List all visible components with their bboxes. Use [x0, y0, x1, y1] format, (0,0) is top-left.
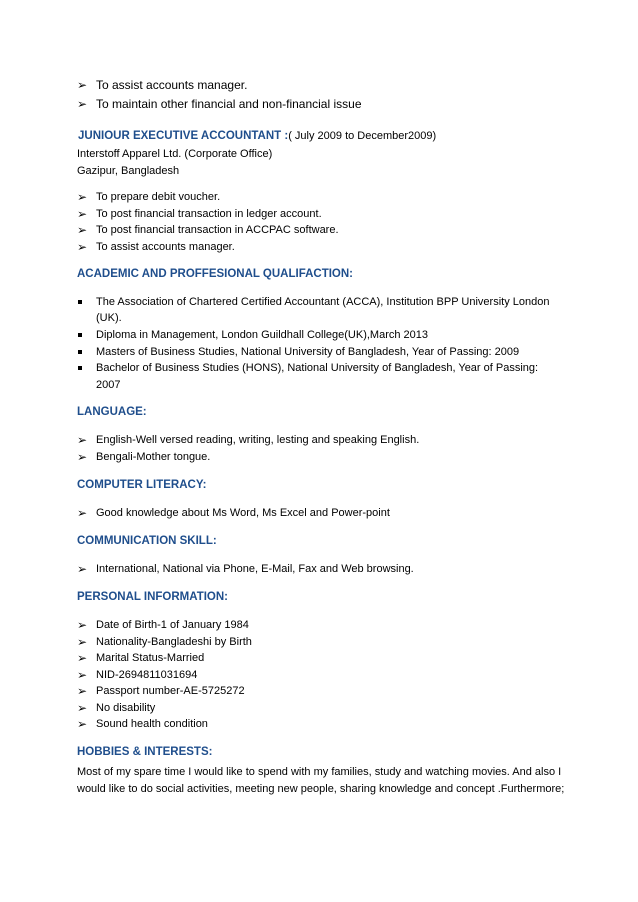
bullet-text-continued: (UK).: [96, 312, 122, 324]
bullet-text: To maintain other financial and non-financial issue: [96, 97, 362, 111]
arrow-bullet-icon: ➢: [77, 240, 88, 254]
bullet-text: To assist accounts manager.: [96, 241, 235, 253]
arrow-bullet-icon: ➢: [77, 450, 88, 464]
bullet-text-continued: 2007: [96, 379, 121, 391]
bullet-text: Sound health condition: [96, 718, 208, 730]
bullet-text: Bachelor of Business Studies (HONS), National University of Bangladesh, Year of Passing:: [96, 362, 539, 374]
arrow-bullet-icon: ➢: [77, 717, 88, 731]
job-heading: [78, 129, 436, 143]
job-location: Gazipur, Bangladesh: [77, 165, 180, 177]
bullet-text: Date of Birth-1 of January 1984: [96, 619, 249, 631]
communication-heading: COMMUNICATION SKILL:: [77, 535, 217, 547]
hobbies-paragraph-line-1: Most of my spare time I would like to spend with my families, study and watching movies. And also I: [77, 766, 562, 778]
arrow-bullet-icon: ➢: [77, 223, 88, 237]
hobbies-heading: HOBBIES & INTERESTS:: [77, 746, 213, 758]
computer-heading: COMPUTER LITERACY:: [77, 479, 207, 491]
bullet-text: To post financial transaction in ledger account.: [96, 208, 322, 220]
bullet-text: The Association of Chartered Certified Accountant (ACCA), Institution BPP University London: [96, 296, 550, 308]
bullet-text: NID-2694811031694: [96, 669, 198, 681]
arrow-bullet-icon: ➢: [77, 651, 88, 665]
square-bullet-icon: [78, 350, 82, 354]
bullet-text: To post financial transaction in ACCPAC software.: [96, 224, 339, 236]
bullet-text: No disability: [96, 702, 156, 714]
arrow-bullet-icon: ➢: [77, 668, 88, 682]
square-bullet-icon: [78, 333, 82, 337]
square-bullet-icon: [78, 300, 82, 304]
bullet-text: Bengali-Mother tongue.: [96, 451, 211, 463]
bullet-text: To prepare debit voucher.: [96, 191, 221, 203]
bullet-text: Diploma in Management, London Guildhall College(UK),March 2013: [96, 329, 429, 341]
bullet-text: Masters of Business Studies, National University of Bangladesh, Year of Passing: 2009: [96, 346, 520, 358]
arrow-bullet-icon: ➢: [77, 562, 88, 576]
job-title: JUNIOUR EXECUTIVE ACCOUNTANT :: [78, 130, 289, 142]
academic-heading: ACADEMIC AND PROFFESIONAL QUALIFACTION:: [77, 268, 353, 280]
square-bullet-icon: [78, 366, 82, 370]
bullet-text: Nationality-Bangladeshi by Birth: [96, 636, 252, 648]
bullet-text: Marital Status-Married: [96, 652, 205, 664]
bullet-text: To assist accounts manager.: [96, 78, 248, 92]
bullet-text: Passport number-AE-5725272: [96, 685, 245, 697]
arrow-bullet-icon: ➢: [77, 618, 88, 632]
hobbies-paragraph-line-2: would like to do social activities, meeting new people, sharing knowledge and concept .Furthermore;: [77, 783, 565, 795]
arrow-bullet-icon: ➢: [77, 97, 88, 111]
arrow-bullet-icon: ➢: [77, 684, 88, 698]
arrow-bullet-icon: ➢: [77, 506, 88, 520]
arrow-bullet-icon: ➢: [77, 433, 88, 447]
arrow-bullet-icon: ➢: [77, 78, 88, 92]
job-period: ( July 2009 to December2009): [288, 130, 437, 142]
arrow-bullet-icon: ➢: [77, 701, 88, 715]
bullet-text: English-Well versed reading, writing, lesting and speaking English.: [96, 434, 420, 446]
arrow-bullet-icon: ➢: [77, 207, 88, 221]
arrow-bullet-icon: ➢: [77, 635, 88, 649]
personal-heading: PERSONAL INFORMATION:: [77, 591, 228, 603]
bullet-text: Good knowledge about Ms Word, Ms Excel and Power-point: [96, 507, 390, 519]
language-heading: LANGUAGE:: [77, 406, 147, 418]
arrow-bullet-icon: ➢: [77, 190, 88, 204]
job-company: Interstoff Apparel Ltd. (Corporate Office): [77, 148, 273, 160]
bullet-text: International, National via Phone, E-Mail, Fax and Web browsing.: [96, 563, 414, 575]
